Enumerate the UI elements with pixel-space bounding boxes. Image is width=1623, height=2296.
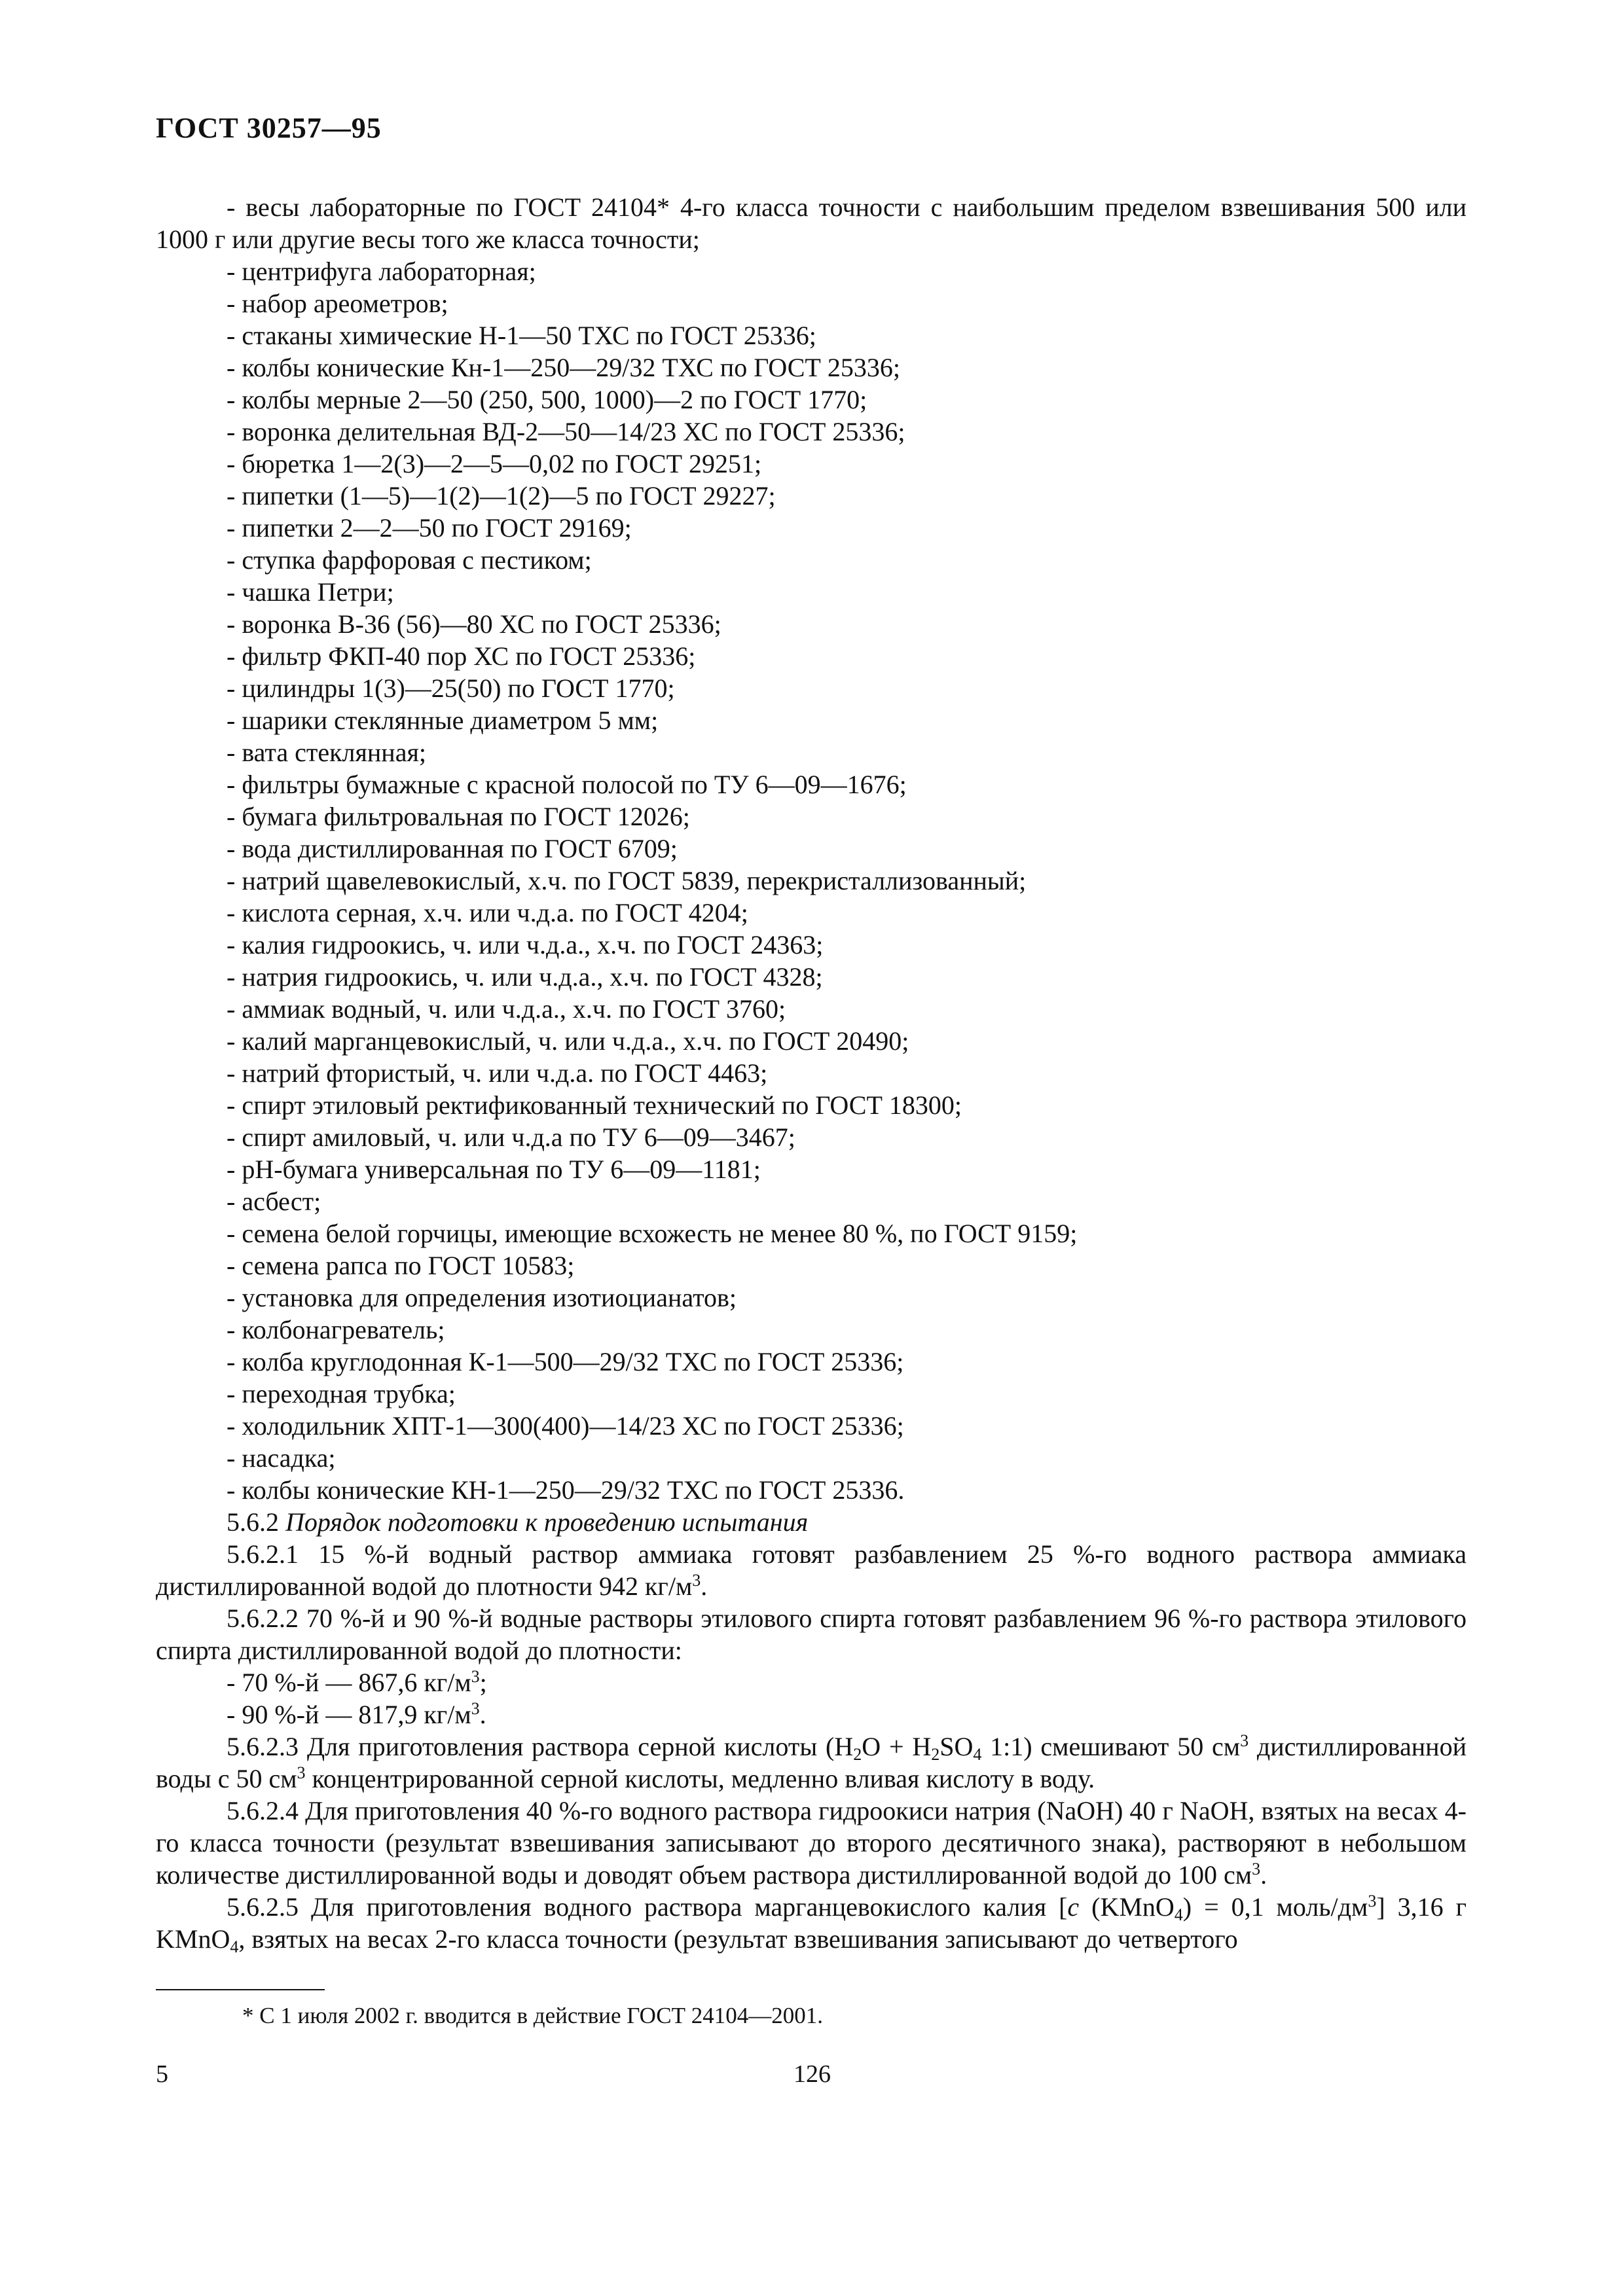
list-item: - пипетки 2—2—50 по ГОСТ 29169; <box>227 513 632 543</box>
list-item: - воронка В-36 (56)—80 ХС по ГОСТ 25336; <box>227 609 721 639</box>
equipment-list <box>156 255 1467 1506</box>
para-5-6-2-1 <box>156 1538 1467 1602</box>
para-5-6-2-2: 5.6.2.2 70 %-й и 90 %-й водные растворы этилового спирта готовят разбавлением 96 %-го раствора этилового спирта дистиллированной водой до плотности: <box>156 1604 1467 1665</box>
list-item: - переходная трубка; <box>227 1379 456 1408</box>
para-5-6-2-4 <box>156 1795 1467 1891</box>
section-5-6-2-heading <box>156 1506 1467 1538</box>
document-header: ГОСТ 30257—95 <box>156 112 382 144</box>
superscript: 3 <box>1240 1731 1249 1750</box>
subscript: 4 <box>1174 1905 1183 1924</box>
para-end: . <box>701 1571 708 1601</box>
list-item: - центрифуга лабораторная; <box>227 257 536 286</box>
list-item: - пипетки (1—5)—1(2)—1(2)—5 по ГОСТ 29227; <box>227 481 776 511</box>
footnote-separator <box>156 1989 325 1990</box>
footnote: * С 1 июля 2002 г. вводится в действие ГОСТ 24104—2001. <box>242 2003 824 2028</box>
para-text: 5.6.2.4 Для приготовления 40 %-го водного раствора гидроокиси натрия (NaOH) 40 г NaOH, взятых на весах 4-го класса точности (результат взвешивания записывают до второго десятичного знака), растворяют в небольшом количестве дистиллированной воды и доводят объем раствора дистиллированной водой до 100 см <box>156 1796 1467 1890</box>
list-item: - чашка Петри; <box>227 577 394 607</box>
section-title: Порядок подготовки к проведению испытания <box>285 1507 809 1537</box>
list-item: - спирт амиловый, ч. или ч.д.а по ТУ 6—09—3467; <box>227 1122 795 1152</box>
density-end: ; <box>479 1668 487 1697</box>
text-part: 5.6.2.5 Для приготовления водного раствора марганцевокислого калия [ <box>227 1892 1068 1922</box>
list-item: - колбы мерные 2—50 (250, 500, 1000)—2 по ГОСТ 1770; <box>227 385 867 414</box>
text-part: ] 3,16 г KMnO <box>156 1892 1467 1954</box>
list-item: - натрий фтористый, ч. или ч.д.а. по ГОСТ 4463; <box>227 1058 768 1088</box>
page-number-center: 126 <box>793 2060 831 2088</box>
page-number-left: 5 <box>156 2060 168 2088</box>
list-item: - стаканы химические Н-1—50 ТХС по ГОСТ 25336; <box>227 321 816 350</box>
list-item: - калий марганцевокислый, ч. или ч.д.а., х.ч. по ГОСТ 20490; <box>227 1026 909 1056</box>
list-item: - калия гидроокись, ч. или ч.д.а., х.ч. по ГОСТ 24363; <box>227 930 824 960</box>
list-item: - спирт этиловый ректификованный технический по ГОСТ 18300; <box>227 1090 962 1120</box>
superscript: 3 <box>1252 1859 1261 1878</box>
superscript: 3 <box>692 1571 701 1590</box>
text-part: 5.6.2.3 Для приготовления раствора серной кислоты (H <box>227 1732 854 1761</box>
section-number: 5.6.2 <box>227 1507 279 1537</box>
text-part: , взятых на весах 2-го класса точности (результат взвешивания записывают до четвертого <box>238 1924 1238 1954</box>
superscript: 3 <box>471 1699 480 1718</box>
para-5-6-2-3 <box>156 1731 1467 1795</box>
density-90 <box>156 1698 1467 1731</box>
list-item: - вода дистиллированная по ГОСТ 6709; <box>227 834 678 863</box>
list-item: - фильтр ФКП-40 пор ХС по ГОСТ 25336; <box>227 641 696 671</box>
list-item: - колбы конические Кн-1—250—29/32 ТХС по ГОСТ 25336; <box>227 353 900 382</box>
list-item: - холодильник ХПТ-1—300(400)—14/23 ХС по ГОСТ 25336; <box>227 1411 904 1441</box>
list-item: - колбонагреватель; <box>227 1315 445 1344</box>
list-item: - аммиак водный, ч. или ч.д.а., х.ч. по ГОСТ 3760; <box>227 994 786 1024</box>
para-end: . <box>1260 1860 1267 1890</box>
para-text: 5.6.2.1 15 %-й водный раствор аммиака готовят разбавлением 25 %-го водного раствора аммиака дистиллированной водой до плотности 942 кг/м <box>156 1539 1467 1601</box>
list-item: - натрия гидроокись, ч. или ч.д.а., х.ч. по ГОСТ 4328; <box>227 962 823 992</box>
list-item: - колбы конические КН-1—250—29/32 ТХС по ГОСТ 25336. <box>227 1475 905 1505</box>
superscript: 3 <box>1368 1892 1377 1910</box>
para-5-6-2-5 <box>156 1891 1467 1955</box>
list-item: - насадка; <box>227 1443 336 1473</box>
density-end: . <box>479 1700 486 1729</box>
list-item: - бюретка 1—2(3)—2—5—0,02 по ГОСТ 29251; <box>227 449 762 478</box>
subscript: 4 <box>230 1937 239 1956</box>
list-item: - установка для определения изотиоцианатов; <box>227 1283 737 1312</box>
list-item: - вата стеклянная; <box>227 738 426 767</box>
text-part: SO <box>939 1732 974 1761</box>
concentration-symbol: c <box>1067 1892 1080 1922</box>
text-part: O + H <box>862 1732 932 1761</box>
list-item: - шарики стеклянные диаметром 5 мм; <box>227 706 659 735</box>
list-item: - кислота серная, х.ч. или ч.д.а. по ГОСТ 4204; <box>227 898 748 927</box>
list-item: - фильтры бумажные с красной полосой по ТУ 6—09—1676; <box>227 770 907 799</box>
density-text: - 90 %-й — 817,9 кг/м <box>227 1700 471 1729</box>
scales-item: - весы лабораторные по ГОСТ 24104* 4-го класса точности с наибольшим пределом взвешивания 500 или 1000 г или другие весы того же класса точности; <box>156 192 1467 254</box>
list-item: - рН-бумага универсальная по ТУ 6—09—1181; <box>227 1155 761 1184</box>
text-part: концентрированной серной кислоты, медленно вливая кислоту в воду. <box>305 1764 1095 1793</box>
superscript: 3 <box>297 1763 306 1782</box>
text-part: (KMnO <box>1079 1892 1175 1922</box>
superscript: 3 <box>471 1667 480 1686</box>
list-item: - семена белой горчицы, имеющие всхожесть не менее 80 %, по ГОСТ 9159; <box>227 1219 1078 1248</box>
list-item: - семена рапса по ГОСТ 10583; <box>227 1251 575 1280</box>
list-item: - цилиндры 1(3)—25(50) по ГОСТ 1770; <box>227 673 675 703</box>
density-text: - 70 %-й — 867,6 кг/м <box>227 1668 471 1697</box>
list-item: - натрий щавелевокислый, х.ч. по ГОСТ 5839, перекристаллизованный; <box>227 866 1027 895</box>
subscript: 4 <box>973 1745 982 1764</box>
density-70 <box>156 1666 1467 1698</box>
list-item: - колба круглодонная К-1—500—29/32 ТХС по ГОСТ 25336; <box>227 1347 904 1376</box>
document-body <box>156 191 1467 1955</box>
list-item: - воронка делительная ВД-2—50—14/23 ХС по ГОСТ 25336; <box>227 417 905 446</box>
text-part: 1:1) смешивают 50 см <box>981 1732 1241 1761</box>
text-part: дистиллированной воды с 50 см <box>156 1732 1467 1793</box>
text-part: ) = 0,1 моль/дм <box>1182 1892 1368 1922</box>
list-item: - ступка фарфоровая с пестиком; <box>227 545 592 575</box>
list-item: - бумага фильтровальная по ГОСТ 12026; <box>227 802 690 831</box>
list-item: - асбест; <box>227 1187 321 1216</box>
subscript: 2 <box>853 1745 862 1764</box>
subscript: 2 <box>931 1745 940 1764</box>
list-item: - набор ареометров; <box>227 289 448 318</box>
